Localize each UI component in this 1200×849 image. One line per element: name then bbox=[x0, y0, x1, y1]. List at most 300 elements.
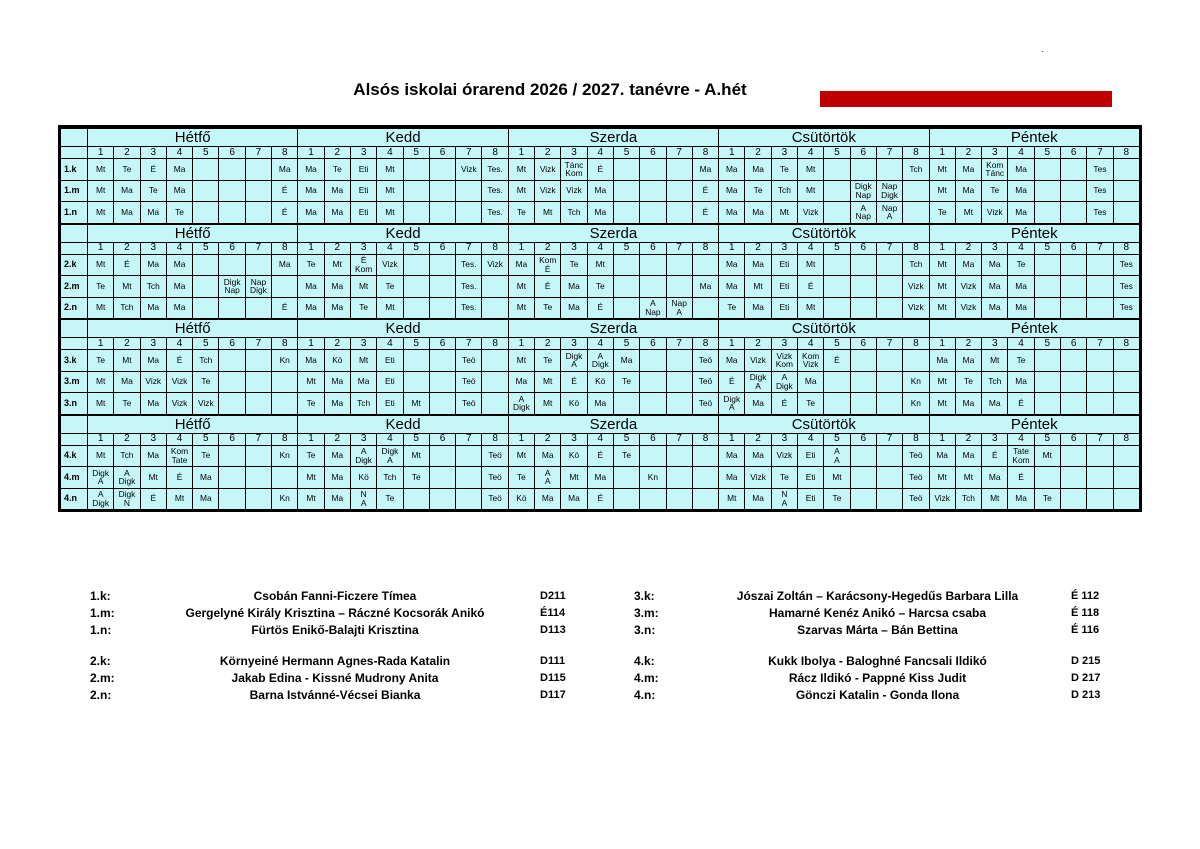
lesson-cell: Teö bbox=[456, 371, 482, 393]
lesson-cell bbox=[1060, 297, 1086, 319]
lesson-cell bbox=[640, 445, 666, 467]
lesson-cell bbox=[850, 297, 876, 319]
lesson-cell bbox=[1113, 488, 1139, 510]
lesson-cell bbox=[666, 371, 692, 393]
period-number: 6 bbox=[1060, 242, 1086, 254]
lesson-cell bbox=[613, 467, 639, 489]
period-number: 4 bbox=[587, 338, 613, 350]
period-number: 6 bbox=[429, 338, 455, 350]
lesson-cell: Eti bbox=[377, 350, 403, 372]
period-number: 8 bbox=[1113, 338, 1139, 350]
lesson-cell: Tch bbox=[561, 202, 587, 224]
period-number: 2 bbox=[535, 147, 561, 159]
lesson-cell bbox=[1087, 276, 1113, 298]
lesson-cell: Teö bbox=[456, 393, 482, 415]
legend-room: É114 bbox=[540, 607, 566, 619]
lesson-cell: Te bbox=[377, 276, 403, 298]
lesson-cell: Te bbox=[561, 254, 587, 276]
lesson-cell: Tch bbox=[114, 297, 140, 319]
lesson-cell: Eti bbox=[350, 180, 376, 202]
lesson-cell: Mt bbox=[929, 393, 955, 415]
lesson-cell: Ma bbox=[955, 393, 981, 415]
lesson-cell: Te bbox=[193, 371, 219, 393]
period-number: 4 bbox=[587, 433, 613, 445]
day-name: Hétfő bbox=[88, 128, 298, 147]
lesson-cell bbox=[640, 159, 666, 181]
lesson-cell: Te bbox=[324, 159, 350, 181]
lesson-cell bbox=[850, 445, 876, 467]
legend-room: D113 bbox=[540, 624, 566, 636]
lesson-cell bbox=[640, 180, 666, 202]
lesson-cell: É bbox=[166, 350, 192, 372]
lesson-cell bbox=[613, 297, 639, 319]
lesson-cell bbox=[640, 350, 666, 372]
period-number: 3 bbox=[982, 147, 1008, 159]
period-number: 7 bbox=[456, 338, 482, 350]
class-row bbox=[61, 445, 1140, 467]
lesson-cell bbox=[1060, 180, 1086, 202]
period-number: 7 bbox=[1087, 338, 1113, 350]
lesson-cell: Teö bbox=[692, 371, 718, 393]
lesson-cell: Ma bbox=[1008, 202, 1034, 224]
lesson-cell: Teö bbox=[903, 488, 929, 510]
period-number: 3 bbox=[982, 433, 1008, 445]
lesson-cell: A Digk bbox=[771, 371, 797, 393]
lesson-cell: Tch bbox=[982, 371, 1008, 393]
lesson-cell: Eti bbox=[798, 488, 824, 510]
lesson-cell: Vizk bbox=[955, 297, 981, 319]
lesson-cell: Teö bbox=[903, 445, 929, 467]
lesson-cell bbox=[640, 254, 666, 276]
lesson-cell: A A bbox=[535, 467, 561, 489]
lesson-cell: Te bbox=[298, 254, 324, 276]
period-number: 4 bbox=[798, 147, 824, 159]
lesson-cell: Tate Kom bbox=[1008, 445, 1034, 467]
lesson-cell: Ma bbox=[166, 254, 192, 276]
lesson-cell: Ma bbox=[166, 297, 192, 319]
lesson-cell bbox=[692, 445, 718, 467]
period-number: 4 bbox=[166, 242, 192, 254]
lesson-cell bbox=[1034, 371, 1060, 393]
lesson-cell bbox=[850, 350, 876, 372]
lesson-cell bbox=[219, 297, 245, 319]
lesson-cell: Ma bbox=[166, 276, 192, 298]
lesson-cell: Te bbox=[114, 393, 140, 415]
lesson-cell: A Digk bbox=[587, 350, 613, 372]
period-number: 7 bbox=[876, 338, 902, 350]
lesson-cell: Te bbox=[166, 202, 192, 224]
corner-cell bbox=[61, 147, 88, 159]
lesson-cell bbox=[456, 202, 482, 224]
period-number: 3 bbox=[350, 147, 376, 159]
period-number: 8 bbox=[903, 147, 929, 159]
lesson-cell: Ma bbox=[324, 393, 350, 415]
period-number: 2 bbox=[324, 147, 350, 159]
period-number: 8 bbox=[903, 433, 929, 445]
lesson-cell bbox=[666, 350, 692, 372]
lesson-cell: Mt bbox=[929, 467, 955, 489]
lesson-cell bbox=[876, 159, 902, 181]
lesson-cell bbox=[666, 393, 692, 415]
legend-class: 4.k: bbox=[634, 654, 655, 668]
lesson-cell: Vizk bbox=[903, 297, 929, 319]
legend-room: É 112 bbox=[1071, 590, 1100, 602]
lesson-cell: Mt bbox=[88, 445, 114, 467]
day-name: Péntek bbox=[929, 128, 1140, 147]
lesson-cell bbox=[850, 276, 876, 298]
lesson-cell: Ma bbox=[719, 202, 745, 224]
lesson-cell: Vizk bbox=[798, 202, 824, 224]
period-number: 2 bbox=[535, 433, 561, 445]
lesson-cell: É bbox=[561, 371, 587, 393]
lesson-cell: Mt bbox=[587, 254, 613, 276]
day-name: Kedd bbox=[298, 415, 508, 434]
period-number: 5 bbox=[403, 433, 429, 445]
period-number: 3 bbox=[561, 242, 587, 254]
lesson-cell bbox=[456, 445, 482, 467]
period-number: 1 bbox=[929, 433, 955, 445]
period-number: 5 bbox=[1034, 242, 1060, 254]
lesson-cell: Mt bbox=[798, 297, 824, 319]
lesson-cell bbox=[429, 254, 455, 276]
lesson-cell: Vizk bbox=[561, 180, 587, 202]
lesson-cell: Nap Digk bbox=[876, 180, 902, 202]
lesson-cell: Ma bbox=[587, 393, 613, 415]
lesson-cell: Tes bbox=[1113, 254, 1139, 276]
legend-room: D 213 bbox=[1071, 689, 1101, 701]
lesson-cell: Mt bbox=[508, 297, 534, 319]
period-number: 6 bbox=[850, 242, 876, 254]
period-number: 2 bbox=[745, 147, 771, 159]
class-name: 4.m bbox=[61, 467, 88, 489]
class-name: 1.n bbox=[61, 202, 88, 224]
lesson-cell bbox=[403, 276, 429, 298]
period-number: 6 bbox=[850, 433, 876, 445]
lesson-cell: Eti bbox=[798, 445, 824, 467]
lesson-cell: Kö bbox=[587, 371, 613, 393]
lesson-cell bbox=[850, 254, 876, 276]
class-name: 2.m bbox=[61, 276, 88, 298]
lesson-cell bbox=[1060, 159, 1086, 181]
lesson-cell: É bbox=[1008, 467, 1034, 489]
lesson-cell: Ma bbox=[587, 180, 613, 202]
period-number: 1 bbox=[88, 433, 114, 445]
lesson-cell: Mt bbox=[798, 180, 824, 202]
period-number: 2 bbox=[535, 242, 561, 254]
lesson-cell bbox=[1060, 371, 1086, 393]
corner-dot: . bbox=[1041, 44, 1044, 54]
timetable-grid bbox=[60, 127, 1140, 510]
lesson-cell: Mt bbox=[88, 202, 114, 224]
legend-class: 1.m: bbox=[90, 606, 115, 620]
day-name: Péntek bbox=[929, 319, 1140, 338]
day-name: Péntek bbox=[929, 415, 1140, 434]
period-number: 1 bbox=[508, 433, 534, 445]
lesson-cell: Te bbox=[587, 276, 613, 298]
lesson-cell bbox=[429, 371, 455, 393]
lesson-cell bbox=[876, 297, 902, 319]
lesson-cell: É bbox=[824, 350, 850, 372]
lesson-cell bbox=[640, 393, 666, 415]
period-number: 3 bbox=[771, 433, 797, 445]
legend-room: D115 bbox=[540, 672, 566, 684]
lesson-cell: É bbox=[587, 488, 613, 510]
period-number: 1 bbox=[88, 242, 114, 254]
lesson-cell: Tch bbox=[114, 445, 140, 467]
lesson-cell bbox=[429, 276, 455, 298]
lesson-cell: É bbox=[587, 445, 613, 467]
lesson-cell bbox=[429, 445, 455, 467]
legend-teachers: Környeiné Hermann Agnes-Rada Katalin bbox=[219, 654, 451, 668]
lesson-cell: Ma bbox=[298, 159, 324, 181]
period-number: 2 bbox=[114, 433, 140, 445]
lesson-cell: Te bbox=[377, 488, 403, 510]
lesson-cell: Tes bbox=[1113, 297, 1139, 319]
class-row bbox=[61, 202, 1140, 224]
lesson-cell: Ma bbox=[324, 180, 350, 202]
lesson-cell: Te bbox=[508, 467, 534, 489]
page-title: Alsós iskolai órarend 2026 / 2027. tanévre - A.hét bbox=[353, 80, 747, 99]
lesson-cell: É bbox=[982, 445, 1008, 467]
period-number: 8 bbox=[1113, 147, 1139, 159]
legend-room: É 116 bbox=[1071, 624, 1100, 636]
lesson-cell: Mt bbox=[535, 371, 561, 393]
legend-class: 1.k: bbox=[90, 589, 111, 603]
lesson-cell: Ma bbox=[982, 276, 1008, 298]
lesson-cell bbox=[640, 276, 666, 298]
lesson-cell: Kö bbox=[324, 350, 350, 372]
lesson-cell: Mt bbox=[929, 371, 955, 393]
period-number: 6 bbox=[1060, 433, 1086, 445]
period-number: 2 bbox=[324, 433, 350, 445]
period-number: 4 bbox=[1008, 242, 1034, 254]
lesson-cell: Mt bbox=[929, 276, 955, 298]
period-number: 5 bbox=[613, 433, 639, 445]
lesson-cell: Ma bbox=[508, 254, 534, 276]
lesson-cell: Digk A bbox=[745, 371, 771, 393]
lesson-cell: Mt bbox=[88, 371, 114, 393]
period-number: 7 bbox=[1087, 433, 1113, 445]
lesson-cell: Vizk bbox=[903, 276, 929, 298]
lesson-cell: Digk A bbox=[561, 350, 587, 372]
lesson-cell: Kn bbox=[640, 467, 666, 489]
lesson-cell: Mt bbox=[298, 467, 324, 489]
lesson-cell bbox=[876, 350, 902, 372]
lesson-cell bbox=[403, 254, 429, 276]
lesson-cell: Ma bbox=[1008, 371, 1034, 393]
period-number: 6 bbox=[429, 242, 455, 254]
lesson-cell: Ma bbox=[719, 467, 745, 489]
lesson-cell: Ma bbox=[324, 371, 350, 393]
day-header-row bbox=[61, 319, 1140, 338]
lesson-cell: Teö bbox=[482, 467, 508, 489]
legend-left-teachers bbox=[140, 588, 530, 704]
lesson-cell bbox=[666, 488, 692, 510]
lesson-cell: É bbox=[587, 159, 613, 181]
lesson-cell: Eti bbox=[771, 276, 797, 298]
lesson-cell bbox=[1034, 297, 1060, 319]
lesson-cell: Ma bbox=[745, 202, 771, 224]
lesson-cell: Tch bbox=[771, 180, 797, 202]
lesson-cell bbox=[429, 202, 455, 224]
lesson-cell bbox=[692, 254, 718, 276]
lesson-cell: Ma bbox=[561, 488, 587, 510]
legend-teachers: Szarvas Márta – Bán Bettina bbox=[797, 623, 958, 637]
day-name: Szerda bbox=[508, 415, 718, 434]
day-name: Hétfő bbox=[88, 415, 298, 434]
lesson-cell: Mt bbox=[298, 488, 324, 510]
lesson-cell bbox=[429, 350, 455, 372]
period-number: 8 bbox=[272, 147, 298, 159]
lesson-cell bbox=[692, 488, 718, 510]
class-name: 3.k bbox=[61, 350, 88, 372]
period-number: 2 bbox=[955, 242, 981, 254]
lesson-cell: Ma bbox=[114, 202, 140, 224]
lesson-cell: Vizk bbox=[377, 254, 403, 276]
lesson-cell: Mt bbox=[140, 467, 166, 489]
lesson-cell bbox=[692, 297, 718, 319]
lesson-cell: A Digk bbox=[350, 445, 376, 467]
lesson-cell: Ma bbox=[535, 445, 561, 467]
class-name: 1.k bbox=[61, 159, 88, 181]
period-number: 8 bbox=[903, 338, 929, 350]
legend-class: 1.n: bbox=[90, 623, 112, 637]
lesson-cell bbox=[219, 445, 245, 467]
lesson-cell bbox=[272, 276, 298, 298]
legend-class: 2.m: bbox=[90, 671, 115, 685]
period-number: 6 bbox=[640, 147, 666, 159]
lesson-cell bbox=[429, 488, 455, 510]
lesson-cell: Te bbox=[193, 445, 219, 467]
lesson-cell bbox=[219, 467, 245, 489]
period-number: 5 bbox=[403, 338, 429, 350]
lesson-cell: Ma bbox=[719, 159, 745, 181]
lesson-cell: Vizk bbox=[982, 202, 1008, 224]
lesson-cell: Ma bbox=[298, 297, 324, 319]
lesson-cell: Mt bbox=[166, 488, 192, 510]
lesson-cell: A Nap bbox=[640, 297, 666, 319]
lesson-cell: É Kom bbox=[350, 254, 376, 276]
lesson-cell bbox=[1060, 276, 1086, 298]
lesson-cell: Te bbox=[1034, 488, 1060, 510]
period-number: 6 bbox=[429, 147, 455, 159]
period-number: 4 bbox=[377, 242, 403, 254]
period-number: 8 bbox=[272, 338, 298, 350]
lesson-cell: Te bbox=[140, 180, 166, 202]
lesson-cell bbox=[1034, 180, 1060, 202]
period-number: 2 bbox=[745, 433, 771, 445]
period-number: 1 bbox=[929, 147, 955, 159]
lesson-cell: Eti bbox=[377, 371, 403, 393]
lesson-cell: Te bbox=[298, 445, 324, 467]
lesson-cell: Vizk bbox=[745, 467, 771, 489]
day-header-row bbox=[61, 415, 1140, 434]
legend-right-classes bbox=[634, 588, 659, 704]
lesson-cell: Kn bbox=[903, 371, 929, 393]
class-row bbox=[61, 371, 1140, 393]
corner-cell bbox=[61, 224, 88, 243]
lesson-cell bbox=[1113, 159, 1139, 181]
period-number: 2 bbox=[114, 147, 140, 159]
lesson-cell: N A bbox=[771, 488, 797, 510]
legend-room: D111 bbox=[540, 655, 566, 667]
class-row bbox=[61, 488, 1140, 510]
lesson-cell: Kö bbox=[508, 488, 534, 510]
lesson-cell bbox=[1087, 254, 1113, 276]
lesson-cell: Mt bbox=[955, 467, 981, 489]
period-number: 8 bbox=[482, 338, 508, 350]
lesson-cell: Ma bbox=[324, 276, 350, 298]
lesson-cell bbox=[245, 393, 271, 415]
corner-cell bbox=[61, 338, 88, 350]
legend-teachers: Gönczi Katalin - Gonda Ilona bbox=[795, 688, 960, 702]
lesson-cell: Mt bbox=[982, 488, 1008, 510]
period-number: 8 bbox=[272, 242, 298, 254]
period-number: 2 bbox=[955, 338, 981, 350]
lesson-cell: Te bbox=[535, 350, 561, 372]
lesson-cell bbox=[1034, 254, 1060, 276]
period-number: 1 bbox=[508, 338, 534, 350]
lesson-cell: Mt bbox=[324, 254, 350, 276]
legend-teachers: Jószai Zoltán – Karácsony-Hegedűs Barbara Lilla bbox=[736, 589, 1019, 603]
period-number: 2 bbox=[324, 338, 350, 350]
lesson-cell: Ma bbox=[140, 297, 166, 319]
lesson-cell: Mt bbox=[377, 159, 403, 181]
lesson-cell bbox=[1060, 350, 1086, 372]
lesson-cell: Mt bbox=[508, 180, 534, 202]
lesson-cell: Ma bbox=[298, 350, 324, 372]
period-number: 2 bbox=[114, 242, 140, 254]
period-number: 1 bbox=[719, 433, 745, 445]
lesson-cell: Te bbox=[719, 297, 745, 319]
lesson-cell bbox=[219, 254, 245, 276]
lesson-cell bbox=[613, 488, 639, 510]
lesson-cell: Mt bbox=[350, 350, 376, 372]
lesson-cell: Kn bbox=[272, 445, 298, 467]
period-number: 3 bbox=[350, 338, 376, 350]
period-number: 6 bbox=[219, 338, 245, 350]
period-number: 4 bbox=[587, 242, 613, 254]
lesson-cell: Kn bbox=[903, 393, 929, 415]
lesson-cell: Tes bbox=[1087, 180, 1113, 202]
day-name: Hétfő bbox=[88, 319, 298, 338]
lesson-cell: Mt bbox=[561, 467, 587, 489]
legend-left-rooms bbox=[540, 588, 566, 704]
lesson-cell: Eti bbox=[350, 202, 376, 224]
period-number: 3 bbox=[561, 147, 587, 159]
lesson-cell: Ma bbox=[114, 180, 140, 202]
lesson-cell: É bbox=[798, 276, 824, 298]
lesson-cell bbox=[245, 180, 271, 202]
lesson-cell: Ma bbox=[692, 276, 718, 298]
period-number: 7 bbox=[666, 242, 692, 254]
lesson-cell: Ma bbox=[166, 180, 192, 202]
legend-class: 4.n: bbox=[634, 688, 656, 702]
lesson-cell: Mt bbox=[824, 467, 850, 489]
lesson-cell: Ma bbox=[719, 276, 745, 298]
period-number: 1 bbox=[719, 147, 745, 159]
lesson-cell: Te bbox=[535, 297, 561, 319]
lesson-cell bbox=[824, 159, 850, 181]
lesson-cell: É bbox=[114, 254, 140, 276]
lesson-cell bbox=[1034, 393, 1060, 415]
lesson-cell: Ma bbox=[1008, 297, 1034, 319]
lesson-cell: Te bbox=[771, 159, 797, 181]
lesson-cell: Mt bbox=[535, 202, 561, 224]
lesson-cell bbox=[272, 467, 298, 489]
lesson-cell: Ma bbox=[745, 393, 771, 415]
lesson-cell bbox=[193, 276, 219, 298]
